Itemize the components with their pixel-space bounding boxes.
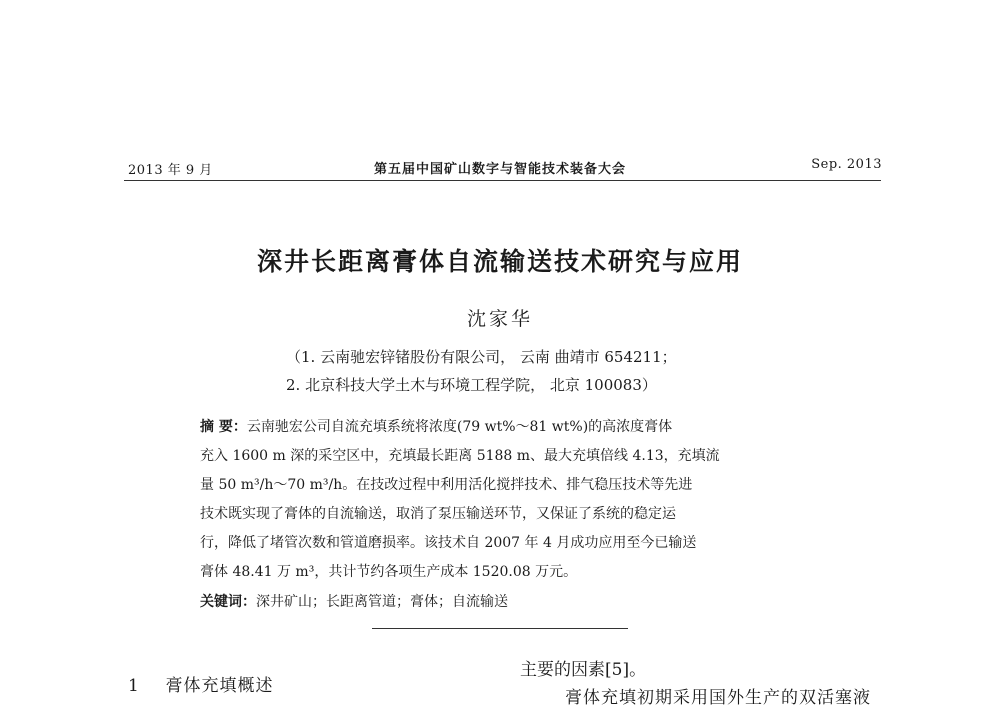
header-rule <box>124 180 881 181</box>
abstract-line: 量 50 m³/h～70 m³/h。在技改过程中利用活化搅拌技术、排气稳压技术等先进 <box>200 477 693 493</box>
section-divider <box>372 628 628 629</box>
abstract-text: 云南驰宏公司自流充填系统将浓度(79 wt%～81 wt%)的高浓度膏体 <box>246 419 673 435</box>
header-date: 2013 年 9 月 <box>128 163 213 178</box>
header-conference: 第五届中国矿山数字与智能技术装备大会 <box>373 162 626 177</box>
abstract-line <box>200 418 810 436</box>
keywords-text: 深井矿山；长距离管道；膏体；自流输送 <box>256 594 508 610</box>
header-date-en: Sep. 2013 <box>811 157 882 172</box>
abstract-label: 摘 要： <box>200 419 247 435</box>
keywords <box>200 591 508 611</box>
author: 沈家华 <box>466 308 533 330</box>
paper-title: 深井长距离膏体自流输送技术研究与应用 <box>256 247 743 276</box>
section-number: 1 <box>128 676 140 696</box>
body-text-line: 膏体充填初期采用国外生产的双活塞液 <box>565 688 871 708</box>
section-heading <box>128 671 273 696</box>
affiliation-2: 2. 北京科技大学土木与环境工程学院， 北京 100083） <box>286 376 657 394</box>
body-text-line: 主要的因素[5]。 <box>520 660 647 680</box>
abstract-line: 行，降低了堵管次数和管道磨损率。该技术自 2007 年 4 月成功应用至今已输送 <box>200 535 697 551</box>
abstract-line: 充入 1600 m 深的采空区中，充填最长距离 5188 m、最大充填倍线 4.13，充填流 <box>200 448 720 464</box>
affiliation-1: （1. 云南驰宏锌锗股份有限公司， 云南 曲靖市 654211； <box>286 348 677 366</box>
abstract-line: 膏体 48.41 万 m³，共计节约各项生产成本 1520.08 万元。 <box>200 564 578 580</box>
section-title: 膏体充填概述 <box>165 676 274 696</box>
abstract-line: 技术既实现了膏体的自流输送，取消了泵压输送环节，又保证了系统的稳定运 <box>200 506 676 522</box>
keywords-label: 关键词： <box>200 594 256 610</box>
